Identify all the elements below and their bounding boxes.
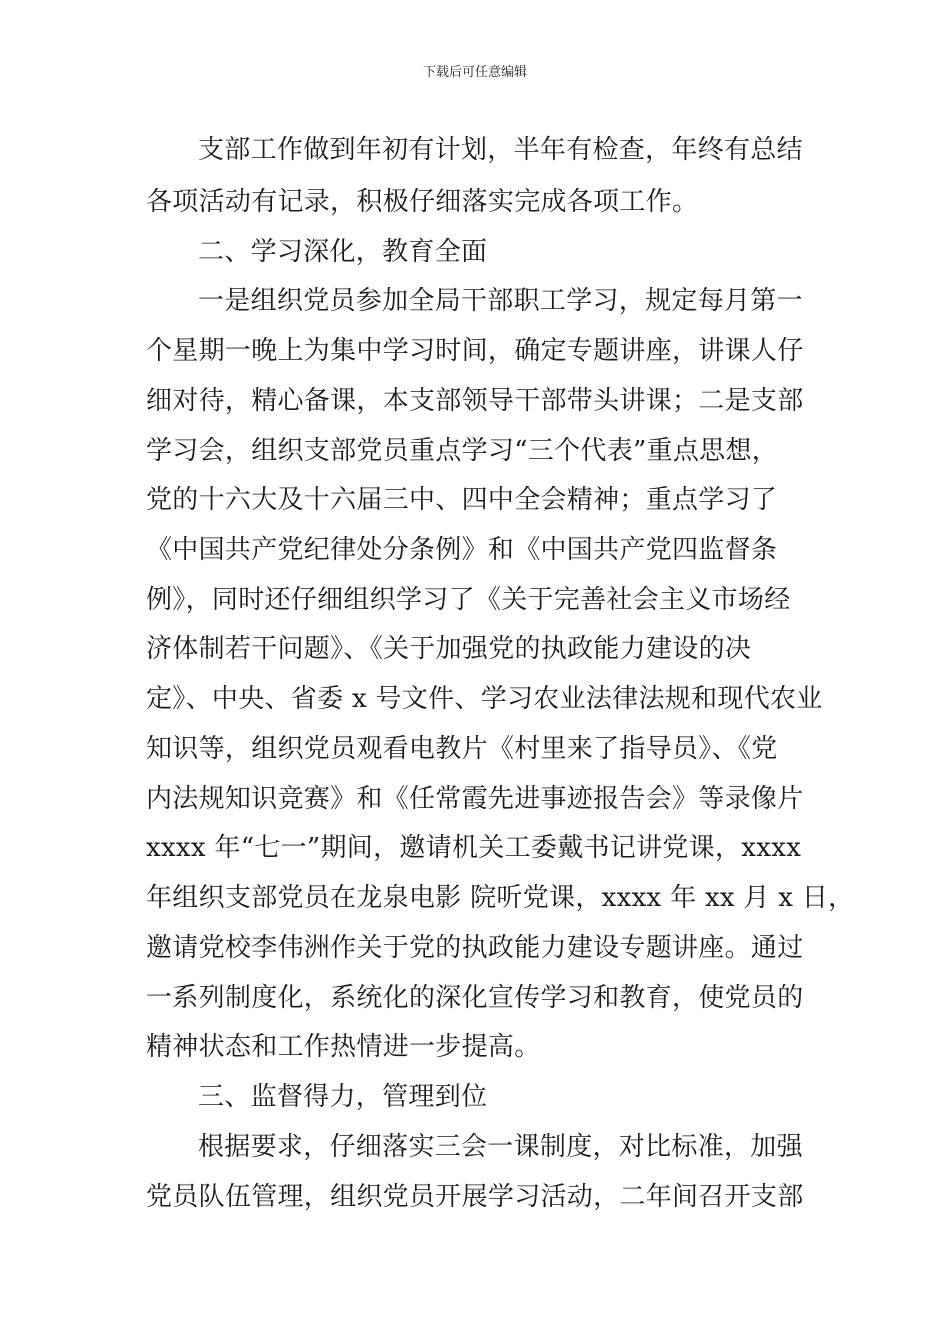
text-line: 邀请党校李伟洲作关于党的执政能力建设专题讲座。通过 xyxy=(146,933,804,963)
text-line: 《中国共产党纪律处分条例》和《中国共产党四监督条 xyxy=(146,535,778,565)
text-line: 细对待，精心备课，本支部领导干部带头讲课；二是支部 xyxy=(146,386,804,416)
text-line: 各项活动有记录，积极仔细落实完成各项工作。 xyxy=(146,187,699,217)
text-line: 精神状态和工作热情进一步提高。 xyxy=(146,1032,541,1062)
text-line: 一系列制度化，系统化的深化宣传学习和教育，使党员的 xyxy=(146,983,804,1013)
text-line: 支部工作做到年初有计划，半年有检查，年终有总结 xyxy=(198,135,803,165)
text-line: 济体制若干问题》、《关于加强党的执政能力建设的决 xyxy=(146,634,752,664)
text-line: 学习会，组织支部党员重点学习“三个代表”重点思想， xyxy=(146,436,779,466)
text-line: 例》，同时还仔细组织学习了《关于完善社会主义市场经 xyxy=(146,585,791,615)
text-line: 内法规知识竞赛》和《任常霞先进事迹报告会》等录像片 xyxy=(146,784,804,814)
section-heading: 三、监督得力，管理到位 xyxy=(198,1082,488,1112)
text-line: 党员队伍管理，组织党员开展学习活动，二年间召开支部 xyxy=(146,1182,804,1212)
text-line: 根据要求，仔细落实三会一课制度，对比标准，加强 xyxy=(198,1132,803,1162)
text-line: 定》、中央、省委 x 号文件、学习农业法律法规和现代农业 xyxy=(146,684,823,714)
text-line: 个星期一晚上为集中学习时间，确定专题讲座，讲课人仔 xyxy=(146,336,804,366)
text-line: 党的十六大及十六届三中、四中全会精神；重点学习了 xyxy=(146,485,778,515)
page-header: 下载后可任意编辑 xyxy=(422,65,527,80)
text-line: xxxx 年“七一”期间，邀请机关工委戴书记讲党课，xxxx xyxy=(146,833,802,863)
section-heading: 二、学习深化，教育全面 xyxy=(198,237,488,267)
text-line: 知识等，组织党员观看电教片《村里来了指导员》、《党 xyxy=(146,734,778,764)
text-line: 一是组织党员参加全局干部职工学习，规定每月第一 xyxy=(198,286,803,316)
text-line: 年组织支部党员在龙泉电影 院听党课，xxxx 年 xx 月 x 日， xyxy=(146,883,855,913)
